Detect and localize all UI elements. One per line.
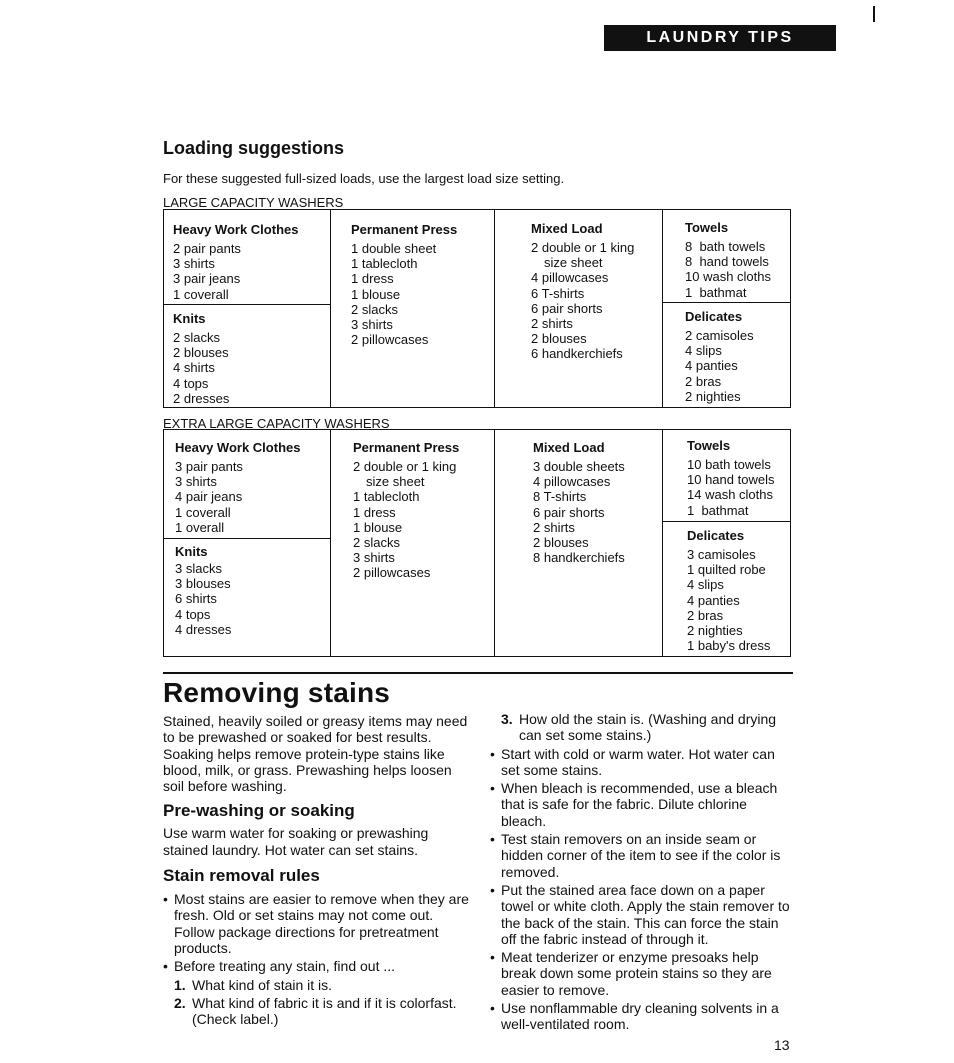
list-item: 2 blouses bbox=[531, 331, 587, 347]
list-item: 6 pair shorts bbox=[531, 300, 603, 316]
list-item: 1 dress bbox=[353, 504, 396, 520]
list-item: 2 slacks bbox=[353, 535, 400, 551]
list-item: 1 blouse bbox=[353, 519, 403, 535]
step-text: What kind of fabric it is and if it is colorfast. (Check label.) bbox=[192, 994, 457, 1028]
xl-mixed-title: Mixed Load bbox=[533, 440, 605, 455]
list-item: 1 bathmat bbox=[687, 502, 749, 518]
rules-steps-continued bbox=[501, 711, 790, 744]
large-heavy-list bbox=[173, 241, 330, 302]
step-number: 1. bbox=[174, 976, 186, 993]
xl-mixed-list bbox=[533, 459, 662, 565]
list-item: size sheet bbox=[544, 255, 603, 271]
xl-knits-title: Knits bbox=[175, 544, 208, 559]
large-heavy-title: Heavy Work Clothes bbox=[173, 222, 299, 237]
list-item: 4 pair jeans bbox=[175, 489, 243, 505]
list-item: • When bleach is recommended, use a bleach that is safe for the fabric. Dilute chlorine bleach. bbox=[490, 780, 790, 829]
xl-col-mixed-load bbox=[494, 430, 662, 656]
list-item: 4 panties bbox=[685, 358, 738, 374]
list-item: • Use nonflammable dry cleaning solvents in a well-ventilated room. bbox=[490, 1000, 790, 1033]
list-item: 3 shirts bbox=[351, 317, 393, 333]
margin-mark bbox=[873, 6, 875, 22]
step-text: What kind of stain it is. bbox=[192, 976, 333, 993]
prewash-title: Pre-washing or soaking bbox=[163, 801, 355, 821]
xl-heavy-work bbox=[164, 440, 330, 535]
xl-delicates-list bbox=[687, 547, 790, 653]
list-item bbox=[174, 995, 475, 1028]
list-item: 1 coverall bbox=[173, 286, 229, 302]
list-item: 3 slacks bbox=[175, 561, 222, 576]
list-item: 1 tablecloth bbox=[351, 256, 418, 272]
list-item: 4 tops bbox=[173, 375, 209, 391]
right-bullets bbox=[490, 746, 790, 1033]
large-knits-title: Knits bbox=[173, 311, 206, 326]
list-item: 3 shirts bbox=[353, 550, 395, 566]
list-item: 8 T-shirts bbox=[533, 489, 587, 505]
stains-intro: Stained, heavily soiled or greasy items may need to be prewashed or soaked for best results. Soaking helps remove protein-type stains like blood, milk, or grass. Prewashing helps loosen soil before washing. bbox=[163, 713, 468, 795]
list-item: 6 handkerchiefs bbox=[531, 346, 623, 362]
large-pp-list bbox=[351, 241, 494, 347]
list-item: • Meat tenderizer or enzyme presoaks help break down some protein stains so they are easier to remove. bbox=[490, 949, 790, 998]
xl-pp-list bbox=[353, 459, 494, 581]
xl-knits bbox=[164, 538, 330, 637]
xl-pp-title: Permanent Press bbox=[353, 440, 460, 455]
large-towels-title: Towels bbox=[685, 220, 729, 235]
list-item: • Start with cold or warm water. Hot water can set some stains. bbox=[490, 746, 790, 779]
list-item: 10 hand towels bbox=[687, 472, 775, 488]
large-col-heavy-knits bbox=[164, 210, 330, 407]
list-item: • Before treating any stain, find out ... bbox=[163, 958, 475, 974]
list-item: 2 shirts bbox=[531, 316, 573, 332]
large-delicates-title: Delicates bbox=[685, 309, 743, 324]
list-item: 4 dresses bbox=[175, 621, 232, 637]
list-item: 4 slips bbox=[687, 577, 724, 593]
xl-mixed-load bbox=[495, 440, 662, 565]
large-heavy-work bbox=[164, 222, 330, 302]
list-item: 2 bras bbox=[687, 607, 724, 623]
xl-col-heavy-knits bbox=[164, 430, 330, 656]
list-item: 4 panties bbox=[687, 592, 740, 608]
list-item: 2 double or 1 king bbox=[353, 459, 457, 474]
list-item: 3 shirts bbox=[175, 474, 217, 490]
extra-large-capacity-table bbox=[163, 429, 791, 657]
step-number: 3. bbox=[501, 711, 513, 727]
loading-intro: For these suggested full-sized loads, use the largest load size setting. bbox=[163, 171, 565, 186]
stains-left-column bbox=[163, 713, 475, 1029]
extra-large-caption: EXTRA LARGE CAPACITY WASHERS bbox=[163, 416, 390, 431]
list-item: 4 shirts bbox=[173, 360, 215, 376]
xl-towels bbox=[663, 438, 790, 518]
list-item: 3 pair jeans bbox=[173, 271, 241, 287]
list-item: 2 slacks bbox=[351, 301, 398, 317]
xl-towels-list bbox=[687, 457, 790, 518]
list-item: 1 blouse bbox=[351, 286, 401, 302]
list-item: 1 coverall bbox=[175, 504, 231, 520]
large-mixed-title: Mixed Load bbox=[531, 221, 603, 236]
list-item: 2 bras bbox=[685, 373, 722, 389]
prewash-text: Use warm water for soaking or prewashing stained laundry. Hot water can set stains. bbox=[163, 825, 429, 858]
list-item: 2 shirts bbox=[533, 519, 575, 535]
xl-col-towels-delicates bbox=[662, 430, 790, 656]
list-item: 1 tablecloth bbox=[353, 489, 420, 505]
list-item: 6 T-shirts bbox=[531, 285, 585, 301]
rules-title: Stain removal rules bbox=[163, 866, 320, 886]
list-item: • Test stain removers on an inside seam or hidden corner of the item to see if the color is removed. bbox=[490, 831, 790, 880]
large-mixed-list bbox=[531, 240, 662, 362]
list-item: 2 pillowcases bbox=[351, 332, 429, 348]
xl-heavy-list bbox=[175, 459, 330, 535]
list-item: 2 camisoles bbox=[685, 328, 754, 343]
page-number: 13 bbox=[774, 1037, 790, 1053]
loading-title: Loading suggestions bbox=[163, 138, 345, 158]
xl-towels-title: Towels bbox=[687, 438, 731, 453]
list-item: 8 bath towels bbox=[685, 239, 766, 254]
large-permanent-press bbox=[331, 222, 494, 347]
list-item: 2 blouses bbox=[173, 345, 229, 361]
list-item: 1 bathmat bbox=[685, 284, 747, 300]
list-item: 4 tops bbox=[175, 606, 211, 622]
list-item: 3 double sheets bbox=[533, 459, 625, 474]
list-item: 4 pillowcases bbox=[531, 270, 609, 286]
list-item: 8 handkerchiefs bbox=[533, 550, 625, 566]
list-item: 2 slacks bbox=[173, 330, 220, 345]
rules-bullets bbox=[163, 891, 475, 974]
list-item: 10 bath towels bbox=[687, 457, 771, 472]
list-item: 6 pair shorts bbox=[533, 504, 605, 520]
list-item: 14 wash cloths bbox=[687, 487, 773, 503]
section-tag: LAUNDRY TIPS bbox=[604, 25, 836, 51]
list-item: 1 overall bbox=[175, 519, 225, 535]
large-towels bbox=[663, 220, 790, 300]
section-divider bbox=[163, 672, 793, 674]
xl-delicates-title: Delicates bbox=[687, 528, 745, 543]
list-item bbox=[501, 711, 790, 744]
list-item: 4 slips bbox=[685, 343, 722, 359]
xl-permanent-press bbox=[331, 440, 494, 581]
list-item: 2 pillowcases bbox=[353, 565, 431, 581]
list-item: 3 pair pants bbox=[175, 459, 243, 474]
large-towels-list bbox=[685, 239, 790, 300]
step-text: How old the stain is. (Washing and drying can set some stains.) bbox=[519, 711, 777, 744]
xl-col-permanent-press bbox=[330, 430, 494, 656]
list-item: 1 double sheet bbox=[351, 241, 437, 256]
list-item: 4 pillowcases bbox=[533, 474, 611, 490]
xl-heavy-title: Heavy Work Clothes bbox=[175, 440, 301, 455]
list-item: • Most stains are easier to remove when they are fresh. Old or set stains may not come out. Follow package directions for pretreatment products. bbox=[163, 891, 475, 956]
large-col-towels-delicates bbox=[662, 210, 790, 407]
list-item: 2 blouses bbox=[533, 535, 589, 551]
large-caption: LARGE CAPACITY WASHERS bbox=[163, 195, 344, 210]
list-item: 3 shirts bbox=[173, 256, 215, 272]
list-item: 2 nighties bbox=[687, 623, 743, 639]
list-item: 8 hand towels bbox=[685, 254, 769, 270]
step-number: 2. bbox=[174, 994, 186, 1011]
list-item bbox=[174, 977, 475, 993]
large-delicates-list bbox=[685, 328, 790, 404]
list-item: 2 nighties bbox=[685, 388, 741, 404]
large-mixed-load bbox=[495, 221, 662, 362]
list-item: 3 blouses bbox=[175, 576, 231, 592]
large-pp-title: Permanent Press bbox=[351, 222, 458, 237]
list-item: 10 wash cloths bbox=[685, 269, 771, 285]
list-item: 1 dress bbox=[351, 271, 394, 287]
large-knits bbox=[164, 304, 330, 406]
large-delicates bbox=[663, 302, 790, 404]
list-item: 3 camisoles bbox=[687, 547, 756, 562]
large-knits-list bbox=[173, 330, 330, 406]
xl-delicates bbox=[663, 521, 790, 653]
list-item: • Put the stained area face down on a paper towel or white cloth. Apply the stain remover to the back of the stain. This can force the stain off the fabric instead of through it. bbox=[490, 882, 790, 947]
list-item: 1 quilted robe bbox=[687, 562, 766, 578]
xl-knits-list bbox=[175, 561, 330, 637]
large-col-mixed-load bbox=[494, 210, 662, 407]
stains-title: Removing stains bbox=[163, 677, 391, 708]
list-item: 6 shirts bbox=[175, 591, 217, 607]
list-item: 1 baby's dress bbox=[687, 638, 771, 654]
large-capacity-table bbox=[163, 209, 791, 408]
list-item: 2 pair pants bbox=[173, 241, 241, 256]
list-item: 2 dresses bbox=[173, 390, 230, 406]
large-col-permanent-press bbox=[330, 210, 494, 407]
list-item: 2 double or 1 king bbox=[531, 240, 635, 255]
rules-steps bbox=[174, 977, 475, 1028]
list-item: size sheet bbox=[366, 474, 425, 490]
stains-right-column bbox=[490, 711, 790, 1035]
